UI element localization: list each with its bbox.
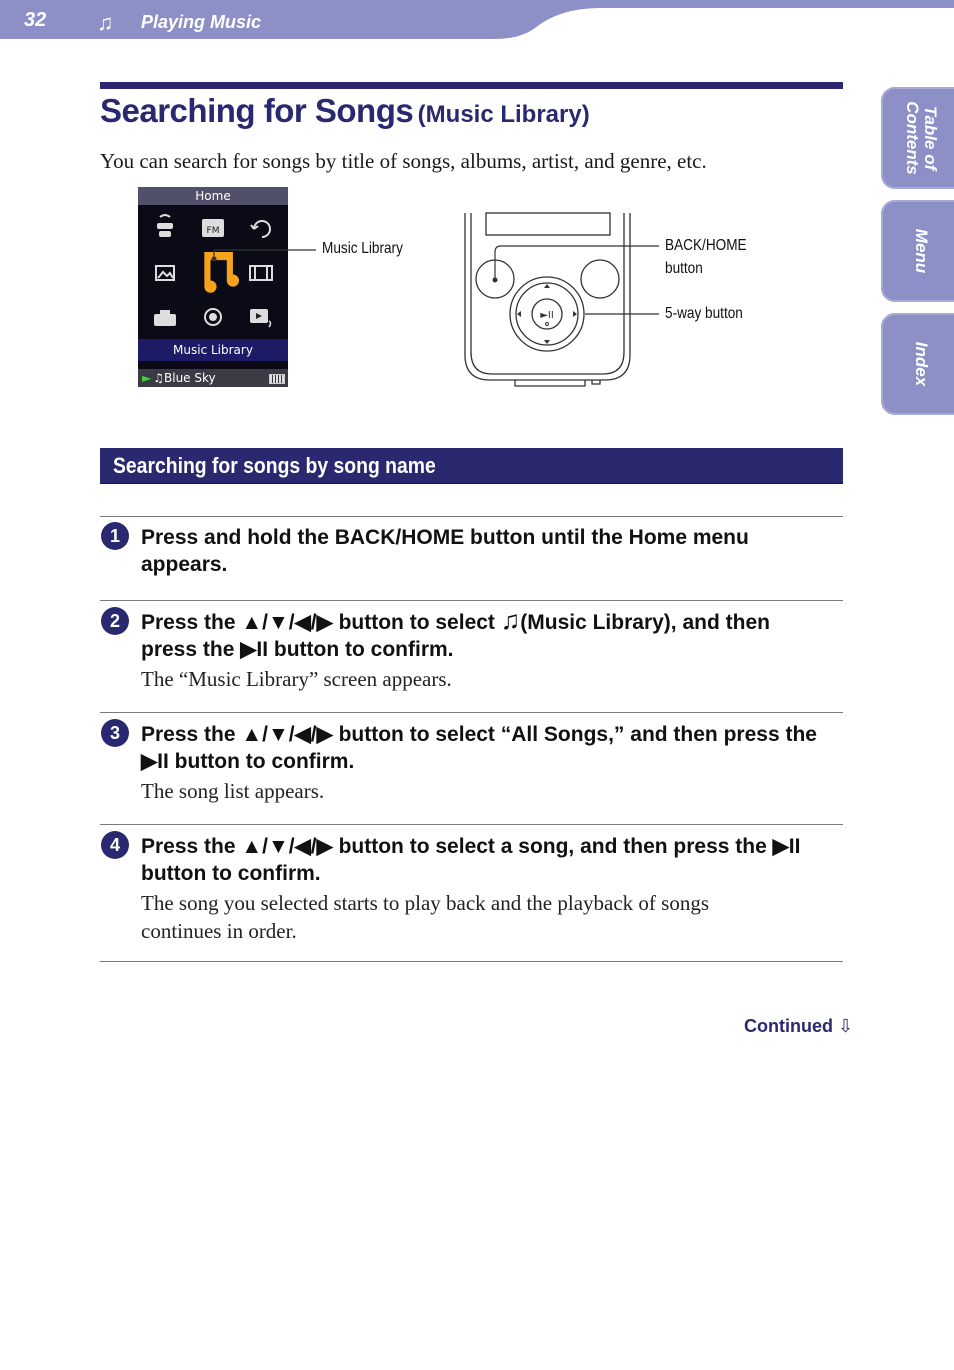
play-pause-icon: ▶II	[772, 835, 801, 858]
step-number: 3	[101, 719, 129, 747]
instruction-text: button to confirm.	[168, 750, 355, 773]
play-indicator-icon: ►	[142, 371, 152, 385]
subheading: Searching for songs by song name	[113, 453, 436, 478]
back-home-callout	[665, 234, 747, 280]
device-illustration	[0, 0, 954, 420]
continued-label: Continued	[744, 1016, 833, 1036]
step-number: 4	[101, 831, 129, 859]
step-result: The “Music Library” screen appears.	[141, 667, 452, 691]
callout-line: button	[665, 260, 703, 277]
instruction-text: (Music Library), and then	[520, 611, 770, 634]
step-instruction	[141, 605, 843, 636]
title-main: Searching for Songs	[100, 92, 414, 129]
step-divider	[100, 961, 843, 962]
callout-line: BACK/HOME	[665, 237, 747, 254]
music-note-icon: ♫	[97, 10, 114, 35]
step-2	[141, 605, 843, 693]
step-instruction	[141, 636, 843, 663]
step-instruction: button to confirm.	[141, 862, 321, 885]
screen-header: Home	[138, 187, 288, 205]
music-note-icon: ♫	[153, 371, 164, 385]
five-way-callout: 5-way button	[665, 305, 743, 322]
subheading-bar	[100, 448, 843, 484]
instruction-text: press the	[141, 638, 241, 661]
page-number: 32	[24, 9, 47, 31]
instruction-text: Press the ▲/▼/◀/▶ button to select	[141, 611, 501, 634]
tab-label: Menu	[912, 228, 931, 274]
instruction-text: button to confirm.	[268, 638, 454, 661]
step-result: The song list appears.	[141, 779, 325, 803]
step-divider	[100, 824, 843, 825]
step-number: 2	[101, 607, 129, 635]
step-instruction: Press and hold the BACK/HOME button until the Home menu	[141, 526, 749, 549]
instruction-text: Press the ▲/▼/◀/▶ button to select a song, and then press the	[141, 835, 773, 858]
step-divider	[100, 712, 843, 713]
option-button-drawing	[581, 260, 619, 298]
intro-text: You can search for songs by title of songs, albums, artist, and genre, etc.	[100, 149, 707, 173]
tab-label: Table of Contents	[903, 101, 940, 175]
step-instruction: Press the ▲/▼/◀/▶ button to select “All Songs,” and then press the	[141, 723, 817, 746]
screen-caption: Music Library	[138, 339, 288, 361]
step-instruction	[141, 833, 843, 860]
step-number: 1	[101, 522, 129, 550]
svg-text:►II: ►II	[540, 310, 554, 321]
section-title: Playing Music	[141, 12, 262, 32]
title-sub: (Music Library)	[417, 101, 590, 128]
music-library-callout: Music Library	[322, 240, 403, 257]
svg-text:FM: FM	[206, 226, 220, 236]
music-library-icon: ♫	[500, 605, 521, 635]
step-1	[141, 524, 843, 578]
continued-link[interactable]	[744, 1016, 853, 1037]
arrow-down-icon: ⇩	[838, 1016, 854, 1036]
step-instruction	[141, 748, 843, 775]
tab-label: Index	[912, 341, 931, 387]
step-divider	[100, 516, 843, 517]
step-divider	[100, 600, 843, 601]
step-4	[141, 833, 843, 945]
step-instruction: appears.	[141, 553, 228, 576]
step-result: continues in order.	[141, 919, 297, 943]
step-3	[141, 721, 843, 805]
now-playing-title: Blue Sky	[164, 371, 216, 385]
step-result: The song you selected starts to play back and the playback of songs	[141, 891, 710, 915]
play-pause-icon: ▶II	[141, 750, 169, 773]
play-pause-icon: ▶II	[240, 638, 269, 661]
